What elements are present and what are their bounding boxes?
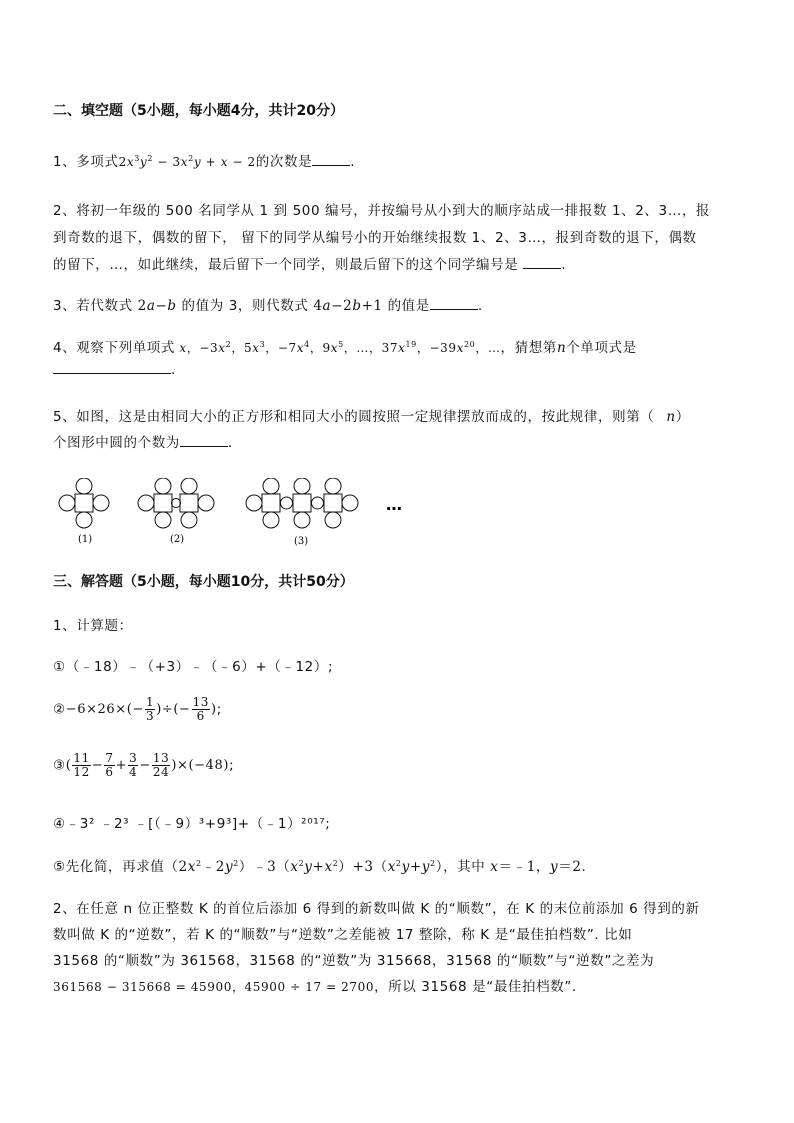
q4-middle: ，猜想第 — [500, 340, 557, 356]
q1-polynomial: $2x^3y^2 - 3x^2y + x - 2$ — [118, 154, 256, 169]
calc-item-2-label: ② — [53, 701, 66, 718]
q4-variable-n: n — [556, 340, 567, 356]
q2-end: . — [561, 257, 567, 273]
q2-example-calculation: 361568 − 315668 = 45900，45900 ÷ 17 = 2700 — [53, 980, 375, 994]
q2-best-partner-line4 — [53, 975, 577, 995]
q2-best-partner-line1: 2、在任意 n 位正整数 K 的首位后添加 6 得到的新数叫做 K 的“顺数”，在 K 的末位前添加 6 得到的新 — [53, 901, 700, 917]
q2-line4-suffix: ，所以 31568 是“最佳拍档数”. — [374, 979, 577, 995]
calc-item-2-expression: −6×26×(− $\frac{1}{3}$ )÷(− $\frac{13}{6}$ ) — [65, 695, 217, 723]
q2-line3-text: 的留下，…，如此继续，最后留下一个同学，则最后留下的这个同学编号是 — [53, 257, 519, 273]
q5-variable-n: n — [666, 409, 676, 425]
fill-question-1 — [53, 150, 355, 170]
q5-close-paren: ） — [675, 409, 690, 425]
q3-middle: 的值为 3，则代数式 — [181, 298, 309, 314]
q4-prefix: 4、观察下列单项式 — [53, 340, 175, 356]
q4-end: . — [171, 362, 176, 378]
q1-end: . — [350, 154, 356, 170]
q4-answer-blank — [53, 373, 171, 374]
calc-question-title: 1、计算题： — [53, 618, 133, 634]
fill-question-5-line2 — [53, 431, 233, 451]
calc-item-5-end: . — [581, 859, 587, 875]
pattern-label-3: (3) — [294, 536, 309, 547]
pattern-3 — [246, 478, 358, 528]
q2-best-partner-line2: 数叫做 K 的“逆数”，若 K 的“顺数”与“逆数”之差能被 17 整除，称 K 是“最佳拍档数”. 比如 — [53, 927, 633, 943]
q3-answer-blank — [430, 309, 478, 310]
pattern-figure — [50, 478, 420, 550]
fill-question-5-line1 — [53, 405, 690, 425]
calc-item-4: ④﹣3² ﹣2³ ﹣[（﹣9）³+9³]+（﹣1）²⁰¹⁷; — [53, 816, 331, 832]
q3-expression-1: 2a−b — [137, 298, 177, 314]
fill-question-3 — [53, 294, 483, 314]
calc-item-2: ②−6×26×(− $\frac{1}{3}$ )÷(− $\frac{13}{6}$ ); — [53, 695, 222, 723]
q3-suffix: 的值是 — [387, 298, 430, 314]
q1-answer-blank — [312, 165, 350, 166]
q3-expression-2: 4a−2b+1 — [313, 298, 383, 314]
q3-prefix: 3、若代数式 — [53, 298, 133, 314]
calc-item-3-label: ③ — [53, 757, 66, 774]
q1-suffix: 的次数是 — [255, 154, 313, 170]
q5-end: . — [227, 435, 233, 451]
calc-item-1: ①（﹣18）﹣（+3）﹣（﹣6）+（﹣12）; — [53, 659, 334, 675]
section-3-title: 三、解答题（5小题，每小题10分，共计50分） — [53, 574, 354, 590]
calc-item-3: ③( $\frac{11}{12}$ − $\frac{7}{6}$ + $\frac{3}{4}$ − $\frac{13}{24}$ )×(−48); — [53, 751, 235, 779]
q4-suffix: 个单项式是 — [566, 340, 637, 356]
calc-item-5-expression: $2x^2﹣2y^2)﹣3(x^2y+x^2)+3(x^2y+y^2)$ — [178, 859, 444, 875]
calc-item-5-middle: ，其中 — [443, 859, 486, 875]
fill-question-2-line1: 2、将初一年级的 500 名同学从 1 到 500 编号，并按编号从小到大的顺序站成一排报数 1、2、3…，报 — [53, 203, 711, 219]
pattern-label-1: (1) — [78, 534, 93, 545]
pattern-2 — [138, 478, 214, 528]
q5-line1-text: 5、如图，这是由相同大小的正方形和相同大小的圆按照一定规律摆放而成的，按此规律，则第（ — [53, 409, 655, 425]
calc-item-3-expression: ( $\frac{11}{12}$ − $\frac{7}{6}$ + $\frac{3}{4}$ − $\frac{13}{24}$ )×(−48) — [65, 751, 230, 779]
q2-answer-blank — [523, 268, 561, 269]
q5-line2-text: 个图形中圆的个数为 — [53, 435, 180, 451]
q3-end: . — [477, 298, 483, 314]
fill-question-2-line3 — [53, 253, 566, 273]
pattern-label-2: (2) — [170, 534, 185, 545]
q5-answer-blank — [180, 446, 228, 447]
pattern-1 — [59, 478, 109, 528]
q2-best-partner-line3: 31568 的“顺数”为 361568，31568 的“逆数”为 315668，31568 的“顺数”与“逆数”之差为 — [53, 953, 655, 969]
fill-question-4 — [53, 336, 637, 356]
calc-item-5-prefix: ⑤先化简，再求值（ — [53, 859, 179, 875]
q4-answer-line — [53, 362, 176, 378]
fill-question-2-line2: 到奇数的退下，偶数的留下， 留下的同学从编号小的开始继续报数 1、2、3…，报到奇数的退下，偶数 — [53, 230, 697, 246]
q1-prefix: 1、多项式 — [53, 154, 119, 170]
calc-item-5 — [53, 855, 586, 875]
calc-item-5-values: x＝﹣1，y＝2 — [490, 859, 582, 875]
section-2-title: 二、填空题（5小题，每小题4分，共计20分） — [53, 103, 344, 119]
pattern-ellipsis: … — [386, 495, 402, 514]
q4-monomial-sequence: x，$-3x^2$，$5x^3$，$-7x^4$，$9x^5$，…，$37x^{19}$，$-39x^{20}$，… — [179, 340, 501, 355]
